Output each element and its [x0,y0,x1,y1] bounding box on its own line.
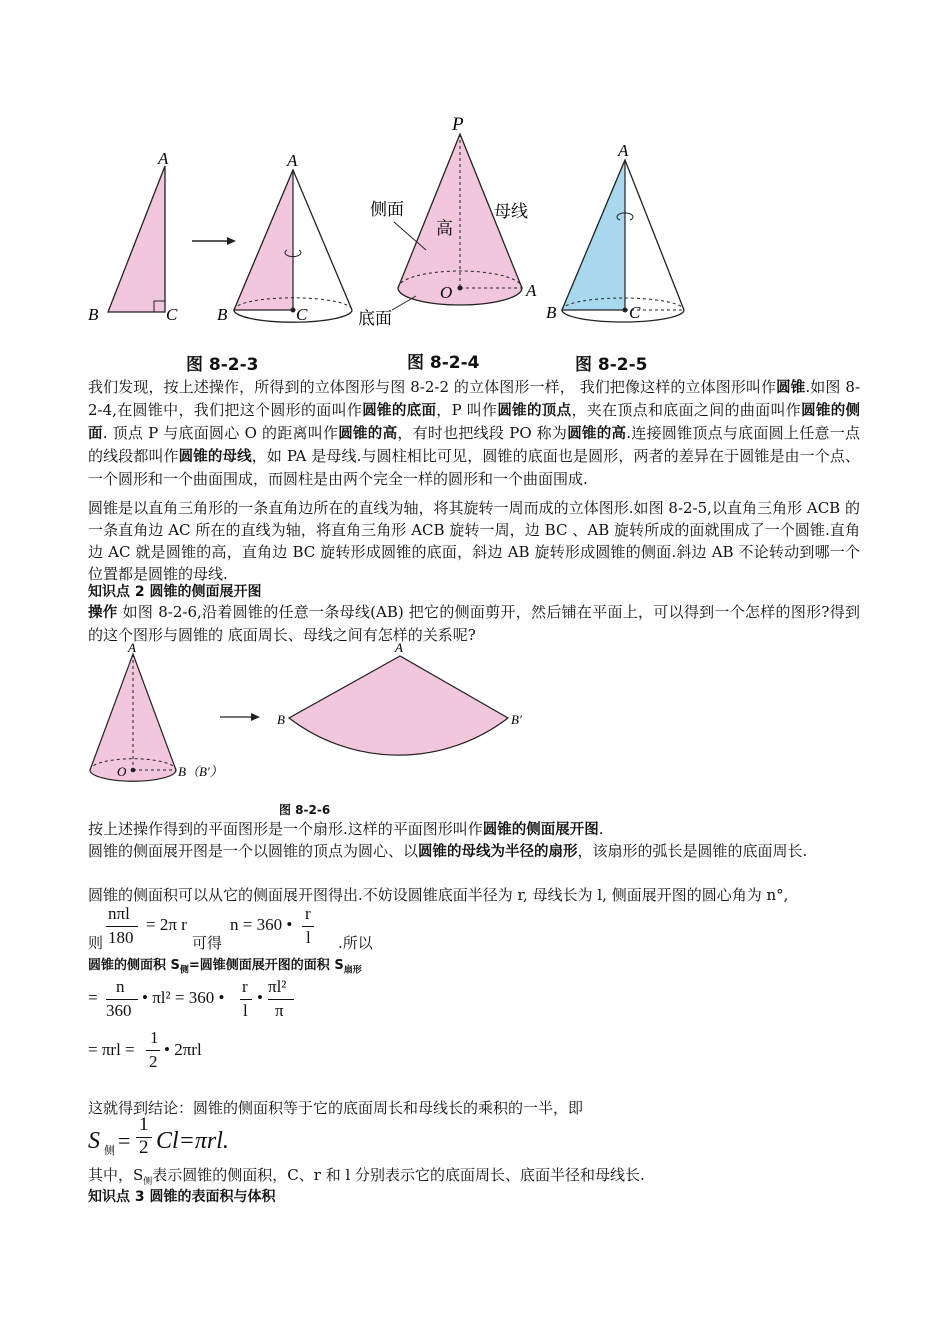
label-A3: A [618,141,629,160]
right-triangle [108,166,165,312]
figure-8-2-6 [80,638,560,828]
figure-row-top [80,110,700,375]
caption-8-2-3: 图 8-2-3 [186,355,259,375]
area-title: 圆锥的侧面积 $S_侧=$圆锥侧面展开图的面积 $S_{扇形}$ [88,958,362,976]
label-P: P [452,114,464,135]
label-A4: A [128,640,136,655]
heading-knowledge-2: 知识点 2 圆锥的侧面展开图 [88,584,262,600]
derivation: 则 nπl 180 = 2π r 可得 n = 360 • r l .所以 [88,904,373,952]
explanation: 其中，$S_侧$表示圆锥的侧面积，C、r 和 l 分别表示它的底面周长、底面半径和母线长. [88,1166,645,1187]
label-A2: A [287,151,298,170]
label-O4: O [117,764,127,779]
label-height: 高 [436,219,453,238]
paragraph-operation: 操作 如图 8-2-6,沿着圆锥的任意一条母线(AB) 把它的侧面剪开，然后铺在平面上，可以得到一个怎样的图形?得到的这个图形与圆锥的 底面周长、母线之间有怎样的关系呢? [88,603,861,644]
label-Bp: B′ [511,712,522,727]
conclusion: 这就得到结论：圆锥的侧面积等于它的底面周长和母线长的乘积的一半，即 [88,1099,584,1117]
paragraph-sector: 圆锥的侧面展开图是一个以圆锥的顶点为圆心、以圆锥的母线为半径的扇形，该扇形的弧长是圆锥的底面周长. [88,842,808,860]
paragraph-cone-definition: 我们发现，按上述操作，所得到的立体图形与图 8-2-2 的立体图形一样， 我们把像这样的立体图形叫作圆锥.如图 8-2-4,在圆锥中，我们把这个圆形的面叫作圆锥的底面，P 叫作圆锥的顶点，夹在顶点和底面之间的曲面叫作圆锥的侧面. 顶点 P 与底面圆心 O 的距离叫作圆锥的高，有时也把线段 PO 称为圆锥的高.连接圆锥顶点与底面圆上任意一点的线段都叫作圆锥的母线，如 PA 是母线.与圆柱相比可见，圆锥的底面也是圆形，两者的差异在于圆锥是由一个点、一个圆形和一个曲面围成，而圆柱是由两个完全一样的圆形和一个曲面围成. [88,378,861,488]
label-O: O [440,283,453,302]
label-side: 侧面 [370,200,404,219]
label-base: 底面 [358,309,392,328]
label-C2: C [296,305,308,324]
heading-knowledge-3: 知识点 3 圆锥的表面积与体积 [88,1189,276,1205]
caption-8-2-4: 图 8-2-4 [407,353,480,373]
label-generatrix: 母线 [494,202,528,221]
caption-8-2-6: 图 8-2-6 [279,803,331,817]
paragraph-lateral-area: 圆锥的侧面积可以从它的侧面展开图得出.不妨设圆锥底面半径为 r, 母线长为 l, 侧面展开图的圆心角为 n°, [88,886,789,904]
label-B2: B [217,305,228,324]
label-C3: C [629,303,641,322]
formula-line-1: = n 360 • πl² = 360 • r l • πl² π [88,975,348,1027]
big-formula: S 侧 = 1 2 Cl=πrl. [88,1114,229,1158]
sector [289,656,508,755]
label-A1: A [158,149,169,168]
label-C1: C [166,305,178,324]
label-B5: B [277,712,285,727]
formula-line-2: = πrl = 1 2 • 2πrl [88,1028,202,1071]
label-A-cone: A [526,281,537,300]
label-A5: A [395,640,403,655]
caption-8-2-5: 图 8-2-5 [575,355,648,375]
label-BB: B（B′） [178,764,223,779]
paragraph-unfold: 按上述操作得到的平面图形是一个扇形.这样的平面图形叫作圆锥的侧面展开图. [88,820,604,838]
label-B1: B [88,305,99,324]
paragraph-rotation: 圆锥是以直角三角形的一条直角边所在的直线为轴，将其旋转一周而成的立体图形.如图 8-2-5,以直角三角形 ACB 的一条直角边 AC 所在的直线为轴，将直角三角形 ACB 旋转一周，边 BC 、AB 旋转所成的面就围成了一个圆锥.直角边 AC 就是圆锥的高，直角边 BC 旋转形成圆锥的底面，斜边 AB 旋转形成圆锥的侧面.斜边 AB 不论转动到哪一个位置都是圆锥的母线. [88,499,860,583]
label-B3: B [546,303,557,322]
